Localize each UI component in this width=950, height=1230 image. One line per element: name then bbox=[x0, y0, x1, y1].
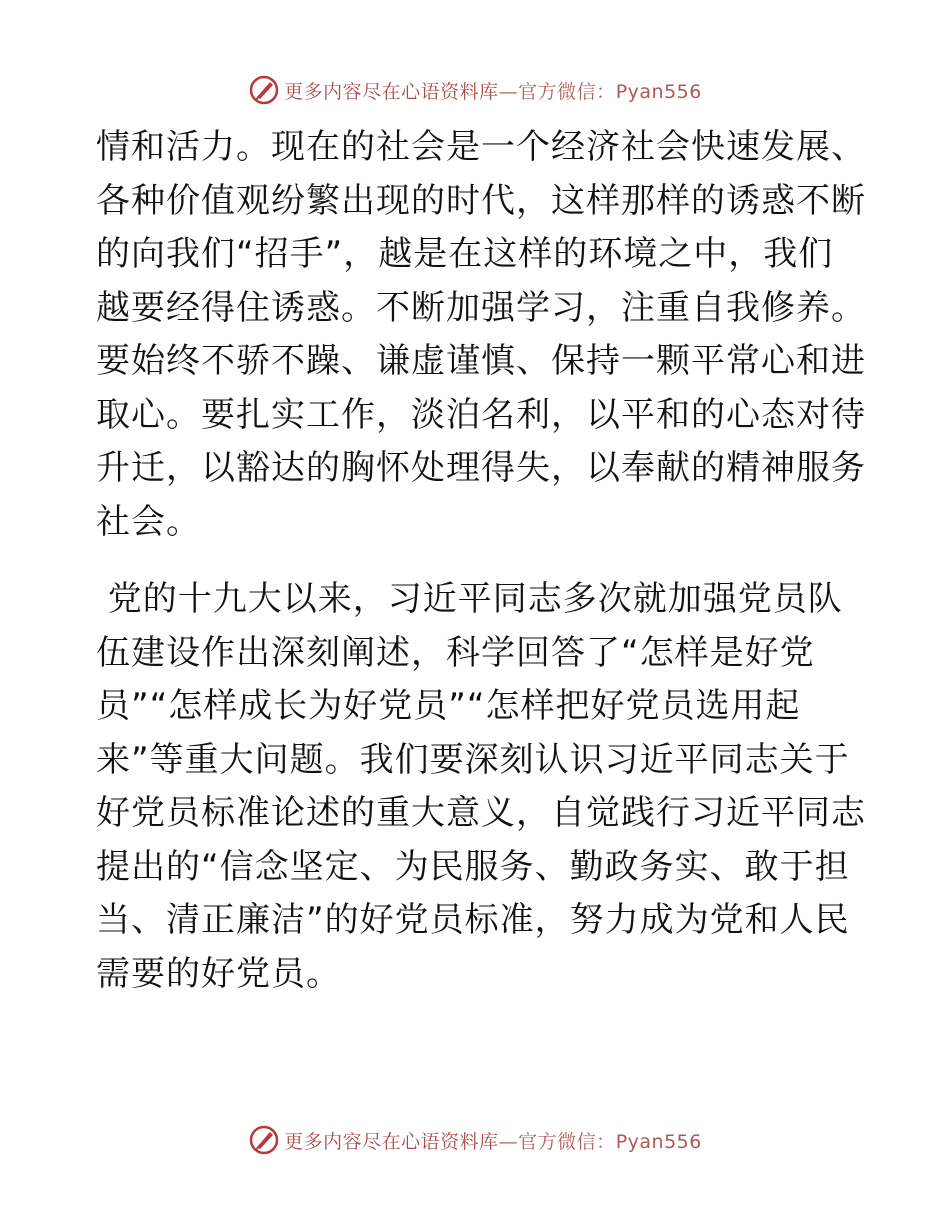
text-line: 取心。要扎实工作，淡泊名利，以平和的心态对待 bbox=[96, 394, 866, 435]
document-body bbox=[96, 121, 866, 1001]
paragraph-2 bbox=[96, 573, 866, 1001]
footer-wechat-label: 官方微信： bbox=[518, 1130, 616, 1153]
footer-banner bbox=[0, 1120, 950, 1160]
text-line: 来”等重大问题。我们要深刻认识习近平同志关于 bbox=[96, 739, 850, 780]
paragraph-1 bbox=[96, 121, 866, 549]
text-line: 党的十九大以来，习近平同志多次就加强党员队 bbox=[96, 579, 843, 619]
text-line: 提出的“信念坚定、为民服务、勤政务实、敢于担 bbox=[96, 846, 850, 887]
header-banner bbox=[0, 70, 950, 110]
header-banner-text bbox=[284, 77, 702, 104]
text-line: 情和活力。现在的社会是一个经济社会快速发展、 bbox=[96, 127, 866, 167]
text-line: 的向我们“招手”，越是在这样的环境之中，我们 bbox=[96, 234, 834, 274]
text-line: 伍建设作出深刻阐述，科学回答了“怎样是好党 bbox=[96, 632, 815, 673]
footer-banner-text bbox=[284, 1127, 702, 1154]
text-line: 员”“怎样成长为好党员”“怎样把好党员选用起 bbox=[96, 686, 801, 726]
footer-brand: 更多内容尽在心语资料库 bbox=[284, 1130, 499, 1153]
text-line: 需要的好党员。 bbox=[96, 953, 341, 994]
text-line: 升迁，以豁达的胸怀处理得失，以奉献的精神服务 bbox=[96, 448, 866, 488]
text-line: 越要经得住诱惑。不断加强学习，注重自我修养。 bbox=[96, 287, 866, 328]
text-line: 要始终不骄不躁、谦虚谨慎、保持一颗平常心和进 bbox=[96, 341, 866, 381]
paragraph-gap bbox=[96, 549, 856, 573]
header-wechat-label: 官方微信： bbox=[518, 80, 616, 103]
text-line: 好党员标准论述的重大意义，自觉践行习近平同志 bbox=[96, 793, 866, 833]
header-separator: — bbox=[498, 80, 519, 103]
header-brand: 更多内容尽在心语资料库 bbox=[284, 80, 499, 103]
footer-wechat-id: Pyan556 bbox=[615, 1130, 702, 1153]
header-wechat-id: Pyan556 bbox=[615, 80, 702, 103]
text-line: 各种价值观纷繁出现的时代，这样那样的诱惑不断 bbox=[96, 180, 866, 221]
footer-separator: — bbox=[498, 1130, 519, 1153]
text-line: 当、清正廉洁”的好党员标准，努力成为党和人民 bbox=[96, 900, 850, 940]
quill-logo-icon bbox=[248, 1124, 280, 1156]
text-line: 社会。 bbox=[96, 501, 201, 542]
quill-logo-icon bbox=[248, 74, 280, 106]
